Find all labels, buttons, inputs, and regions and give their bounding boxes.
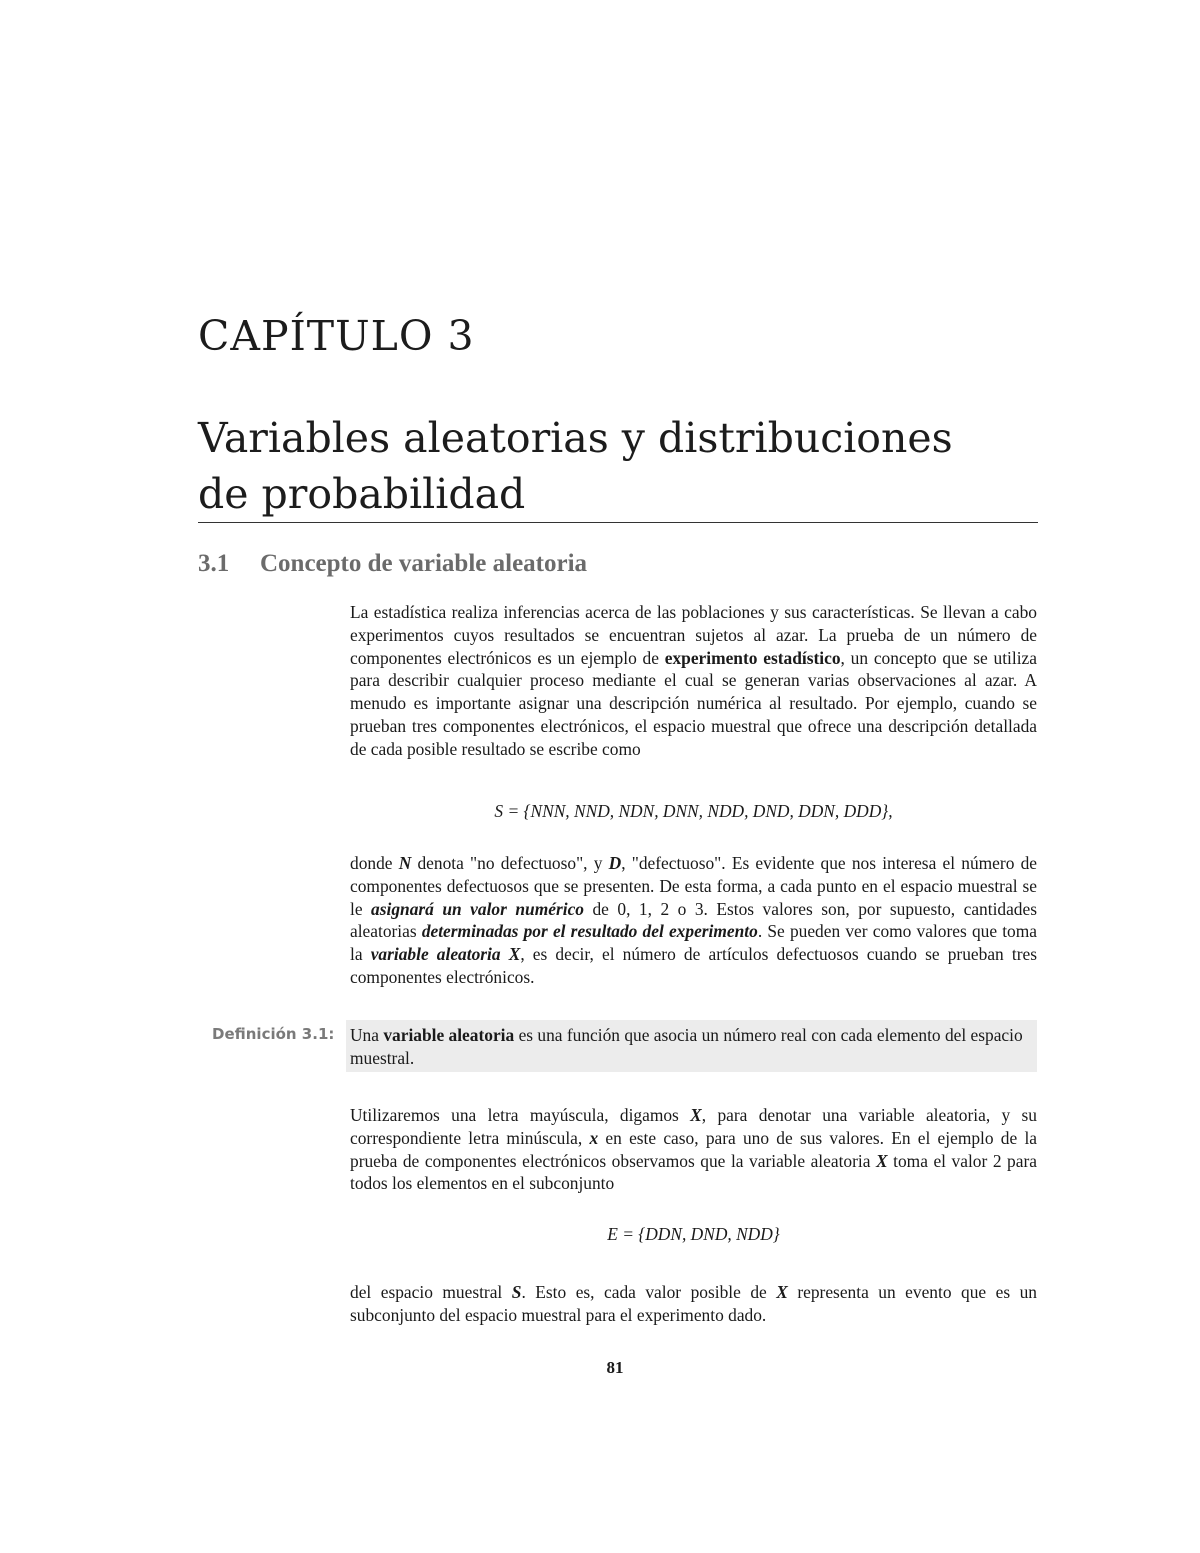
math-variable: x — [589, 1127, 599, 1148]
text-run: en este caso, para uno de sus valores. En el ejemplo de la prueba de componentes electrónicos observamos que la variable aleatoria — [350, 1127, 1037, 1171]
definition-label: Definición 3.1: — [212, 1025, 335, 1043]
chapter-label: CAPÍTULO 3 — [198, 312, 475, 360]
text-run: . Se pueden ver como valores que toma la — [350, 921, 1037, 965]
chapter-title-line-2: de probabilidad — [198, 470, 526, 518]
text-run: es una función que asocia un número real con cada elemento del espacio muestral. — [350, 1025, 1023, 1068]
emphasis-text: determinadas por el resultado del experimento — [421, 921, 758, 942]
math-variable: X — [690, 1105, 702, 1125]
paragraph-intro — [350, 601, 1037, 761]
section-number: 3.1 — [198, 550, 230, 577]
definition-text — [350, 1024, 1030, 1070]
text-run: , para denotar una variable aleatoria, y su correspondiente letra minúscula, — [350, 1105, 1038, 1148]
text-run: del espacio muestral — [350, 1282, 512, 1302]
chapter-title — [198, 410, 1038, 522]
text-run: Utilizaremos una letra mayúscula, digamos — [350, 1105, 691, 1125]
text-run: , un concepto que se utiliza para describir cualquier proceso mediante el cual se generan varias observaciones al azar. A menudo es importante asignar una descripción numérica al resultado. Por ejemplo, cuando se prueban tres componentes electrónicos, el espacio muestral que ofrece una descripción detallada de cada posible resultado se escribe como — [350, 647, 1037, 759]
text-run: denota "no defectuoso", y — [411, 853, 609, 873]
math-variable: N — [398, 853, 412, 873]
math-variable: D — [608, 853, 622, 873]
paragraph-random-variable-intro — [350, 852, 1037, 989]
paragraph-event — [350, 1281, 1037, 1327]
equation-sample-space: S = {NNN, NND, NDN, DNN, NDD, DND, DDN, DDD}, — [494, 801, 893, 821]
emphasis-text: asignará un valor numérico — [371, 898, 584, 919]
text-run: de 0, 1, 2 o 3. Estos valores son, por supuesto, cantidades aleatorias — [350, 898, 1037, 942]
text-run: donde — [350, 853, 399, 873]
text-run: , es decir, el número de artículos defectuosos cuando se prueban tres componentes electrónicos. — [350, 944, 1037, 987]
section-heading — [198, 550, 587, 578]
math-variable: X — [776, 1282, 788, 1302]
term-variable-aleatoria: variable aleatoria — [383, 1025, 515, 1045]
math-variable: X — [875, 1150, 888, 1171]
text-run: La estadística realiza inferencias acerca de las poblaciones y sus características. Se llevan a cabo experimentos cuyos resultados se encuentran sujetos al azar. La prueba de un número de componentes electrónicos es un ejemplo de — [350, 602, 1037, 668]
text-run: representa un evento que es un subconjunto del espacio muestral para el experimento dado. — [350, 1282, 1037, 1325]
title-divider — [198, 522, 1038, 523]
text-run: Una — [350, 1025, 384, 1045]
page-number: 81 — [606, 1358, 624, 1377]
text-run: , "defectuoso". Es evidente que nos interesa el número de componentes defectuosos que se presenten. De esta forma, a cada punto en el espacio muestral se le — [350, 853, 1038, 919]
text-run: . Esto es, cada valor posible de — [521, 1282, 777, 1302]
section-title: Concepto de variable aleatoria — [260, 550, 588, 577]
term-experimento-estadistico: experimento estadístico — [664, 647, 841, 668]
paragraph-notation — [350, 1104, 1037, 1195]
text-run: toma el valor 2 para todos los elementos en el subconjunto — [350, 1150, 1037, 1194]
emphasis-text: variable aleatoria X — [370, 944, 521, 965]
chapter-title-line-1: Variables aleatorias y distribuciones — [198, 414, 953, 462]
math-variable: S — [511, 1282, 522, 1302]
equation-subset: E = {DDN, DND, NDD} — [607, 1224, 780, 1244]
